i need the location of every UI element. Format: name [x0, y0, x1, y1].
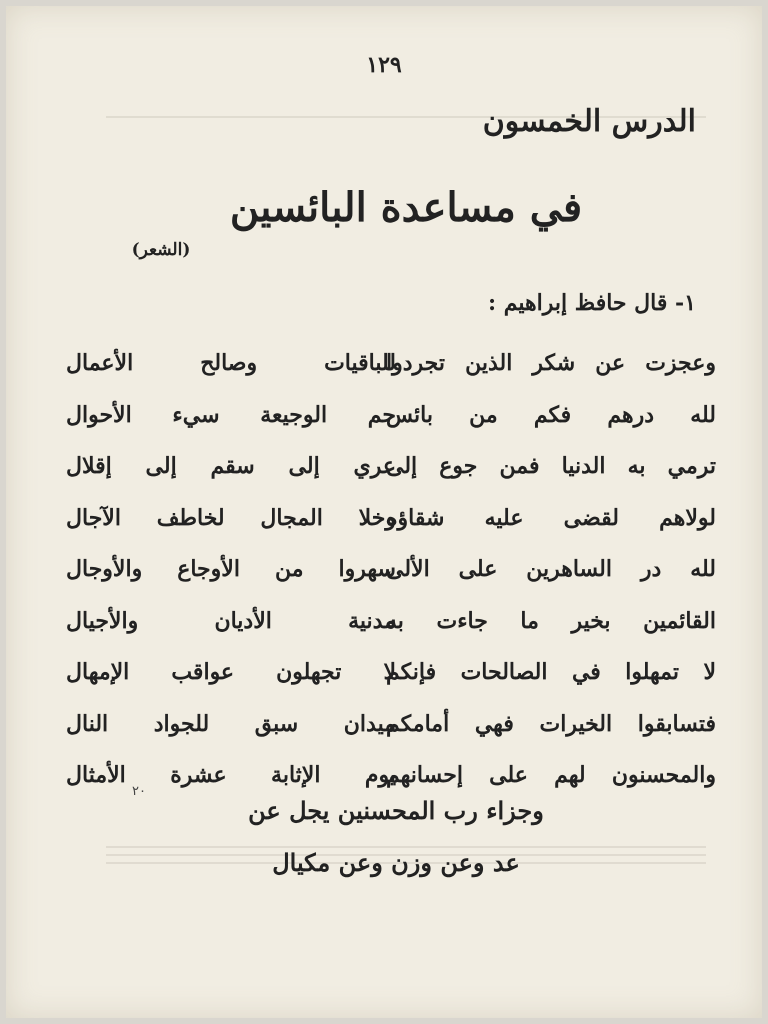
verse-first-hemistich: والمحسنون لهم على إحسانهم — [386, 762, 716, 788]
verse-second-hemistich: وخلا المجال لخاطف الآجال — [66, 504, 396, 531]
verse-second-hemistich: يوم الإثابة عشرة الأمثال — [66, 762, 396, 788]
verse-second-hemistich: عري إلى سقم إلى إقلال — [66, 453, 396, 479]
genre-label: (الشعر) — [131, 240, 191, 260]
verse-row — [6, 701, 762, 753]
verse-first-hemistich: القائمين بخير ما جاءت به — [386, 607, 716, 634]
verse-first-hemistich: لا تمهلوا في الصالحات فإنكم — [386, 659, 716, 685]
main-title: في مساعدة البائسين — [229, 184, 583, 231]
verse-first-hemistich: لولاهم لقضى عليه شقاؤه — [386, 504, 716, 531]
closing-line-2: عد وعن وزن وعن مكيال — [272, 848, 520, 877]
verse-row — [6, 392, 762, 444]
verse-first-hemistich: فتسابقوا الخيرات فهي أمامكم — [386, 710, 716, 737]
verse-row — [6, 598, 762, 650]
verse-second-hemistich: لا تجهلون عواقب الإمهال — [66, 659, 396, 685]
verse-first-hemistich: وعجزت عن شكر الذين تجردوا — [386, 350, 716, 376]
verse-second-hemistich: سهروا من الأوجاع والأوجال — [66, 556, 396, 582]
verse-number-mark: ٢٠ — [132, 784, 146, 799]
verse-row — [6, 495, 762, 547]
verse-first-hemistich: ترمي به الدنيا فمن جوع إلى — [386, 453, 716, 479]
verse-row — [6, 340, 762, 392]
page-number: ١٢٩ — [366, 52, 402, 78]
verse-first-hemistich: لله در الساهرين على الألى — [386, 556, 716, 582]
verse-row — [6, 546, 762, 598]
poem-verses — [6, 340, 762, 804]
closing-line-1: وجزاء رب المحسنين يجل عن — [248, 796, 544, 825]
verse-row — [6, 649, 762, 701]
verse-second-hemistich: مدنية الأديان والأجيال — [66, 607, 396, 634]
lesson-title: الدرس الخمسون — [482, 104, 696, 139]
poem-intro: ١- قال حافظ إبراهيم : — [488, 290, 696, 316]
verse-second-hemistich: جم الوجيعة سيء الأحوال — [66, 401, 396, 428]
verse-second-hemistich: للباقيات وصالح الأعمال — [66, 350, 396, 376]
verse-row — [6, 443, 762, 495]
verse-first-hemistich: لله درهم فكم من بائس — [386, 401, 716, 428]
verse-second-hemistich: ميدان سبق للجواد النال — [66, 710, 396, 737]
book-page — [6, 6, 762, 1018]
